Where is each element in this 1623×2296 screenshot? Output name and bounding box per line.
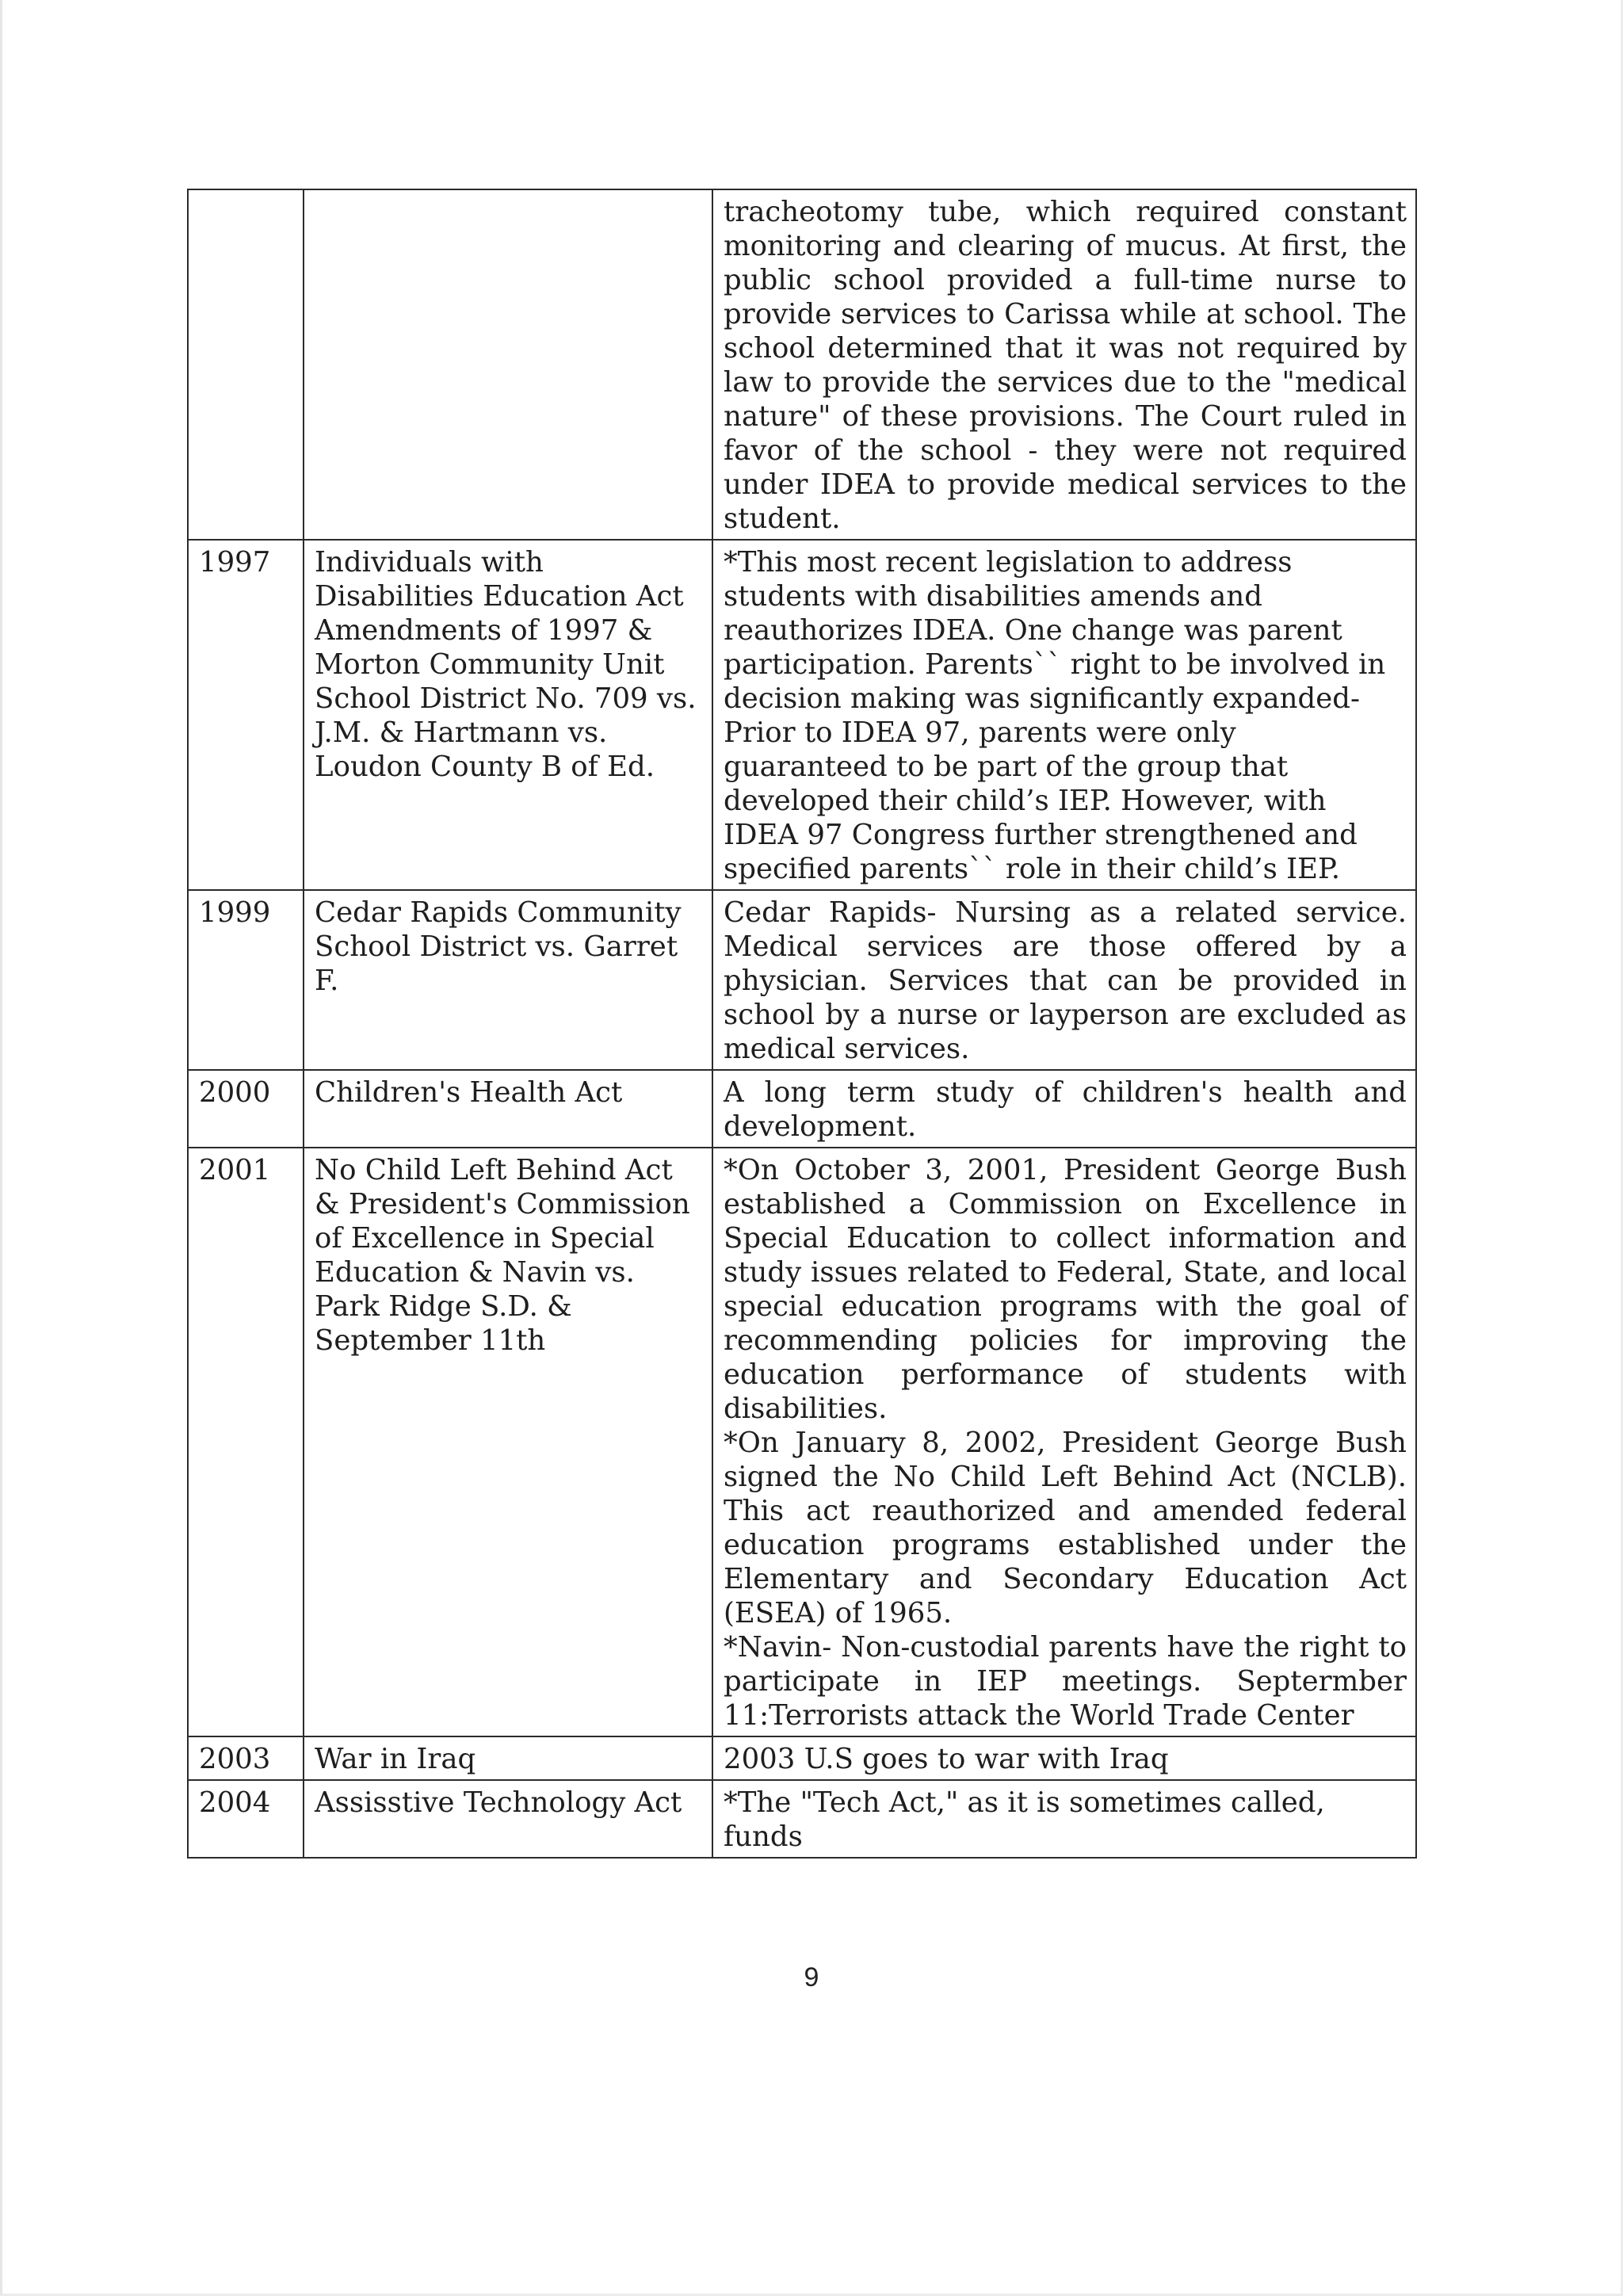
year-cell: 2001 — [188, 1148, 304, 1736]
title-cell: War in Iraq — [304, 1736, 712, 1780]
description-paragraph: *This most recent legislation to address students with disabilities amends and reauthorizes IDEA. One change was parent participation. Parents`` right to be involved in decision making was significantly expanded- Prior to IDEA 97, parents were only guaranteed to be part of the group that developed their child’s IEP. However, with IDEA 97 Congress further strengthened and specified parents`` role in their child’s IEP. — [724, 546, 1386, 885]
title-cell: Assisstive Technology Act — [304, 1780, 712, 1858]
title-cell: Individuals with Disabilities Education Act Amendments of 1997 & Morton Community Unit School District No. 709 vs. J.M. & Hartmann vs. Loudon County B of Ed. — [304, 540, 712, 890]
description-cell — [712, 890, 1416, 1070]
year-cell: 2004 — [188, 1780, 304, 1858]
year-cell — [188, 189, 304, 540]
title-cell: Children's Health Act — [304, 1070, 712, 1148]
year-cell: 1997 — [188, 540, 304, 890]
title-cell — [304, 189, 712, 540]
table-row — [188, 890, 1416, 1070]
page-number: 9 — [804, 1962, 819, 1992]
description-paragraph: *On October 3, 2001, President George Bush established a Commission on Excellence in Special Education to collect information and study issues related to Federal, State, and local special education programs with the goal of recommending policies for improving the education performance of students with disabilities. — [724, 1154, 1407, 1425]
table-row — [188, 1780, 1416, 1858]
description-cell — [712, 1070, 1416, 1148]
table-row — [188, 540, 1416, 890]
year-cell: 2003 — [188, 1736, 304, 1780]
description-paragraph: A long term study of children's health and development. — [724, 1076, 1407, 1143]
timeline-table — [187, 189, 1417, 1859]
description-cell — [712, 1736, 1416, 1780]
description-paragraph: tracheotomy tube, which required constant monitoring and clearing of mucus. At first, the public school provided a full-time nurse to provide services to Carissa while at school. The school determined that it was not required by law to provide the services due to the "medical nature" of these provisions. The Court ruled in favor of the school - they were not required under IDEA to provide medical services to the student. — [724, 196, 1407, 535]
title-cell: Cedar Rapids Community School District vs. Garret F. — [304, 890, 712, 1070]
description-cell — [712, 1148, 1416, 1736]
description-cell — [712, 189, 1416, 540]
description-cell — [712, 1780, 1416, 1858]
description-paragraph: *Navin- Non-custodial parents have the right to participate in IEP meetings. Septermber 11:Terrorists attack the World Trade Center — [724, 1631, 1407, 1732]
description-paragraph: *On January 8, 2002, President George Bush signed the No Child Left Behind Act (NCLB). This act reauthorized and amended federal education programs established under the Elementary and Secondary Education Act (ESEA) of 1965. — [724, 1427, 1407, 1629]
table-row — [188, 1736, 1416, 1780]
year-cell: 1999 — [188, 890, 304, 1070]
description-paragraph: *The "Tech Act," as it is sometimes called, funds — [724, 1786, 1325, 1853]
description-paragraph: 2003 U.S goes to war with Iraq — [724, 1743, 1169, 1775]
year-cell: 2000 — [188, 1070, 304, 1148]
description-cell — [712, 540, 1416, 890]
table-row — [188, 1148, 1416, 1736]
table-row — [188, 189, 1416, 540]
title-cell: No Child Left Behind Act & President's Commission of Excellence in Special Education & Navin vs. Park Ridge S.D. & September 11th — [304, 1148, 712, 1736]
description-paragraph: Cedar Rapids- Nursing as a related service. Medical services are those offered by a physician. Services that can be provided in school by a nurse or layperson are excluded as medical services. — [724, 896, 1407, 1065]
table-row — [188, 1070, 1416, 1148]
